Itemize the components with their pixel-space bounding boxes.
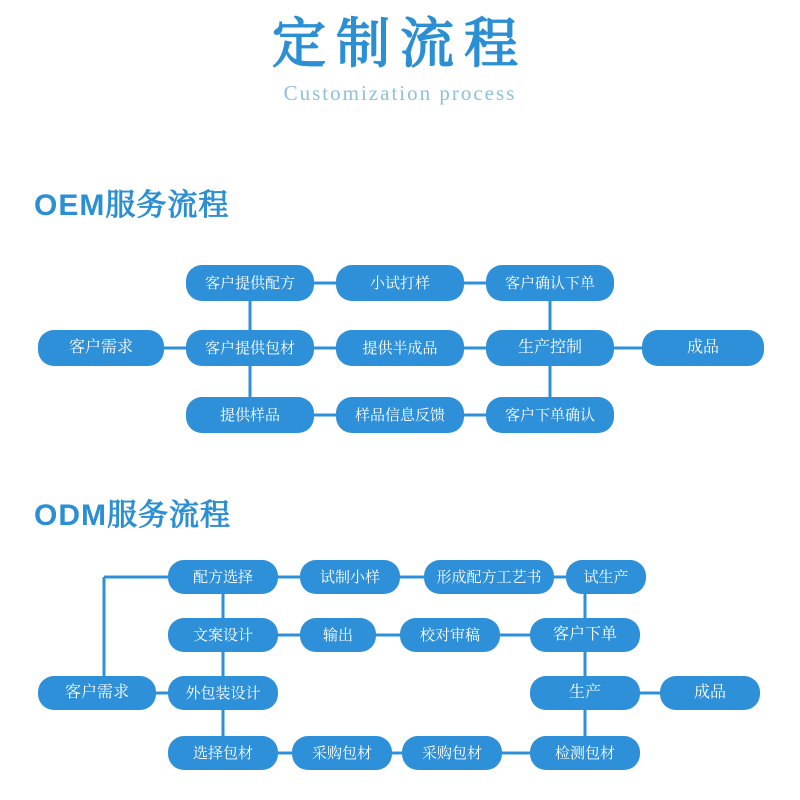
page-title: 定制流程	[272, 12, 528, 75]
section-heading-oem: OEM服务流程	[34, 189, 230, 222]
node-oem-5[interactable]: 提供半成品	[336, 330, 464, 366]
node-odm-0[interactable]: 客户需求	[38, 676, 156, 710]
node-odm-8[interactable]: 形成配方工艺书	[424, 560, 554, 594]
node-odm-6[interactable]: 输出	[300, 618, 376, 652]
node-oem-0[interactable]: 客户需求	[38, 330, 164, 366]
node-odm-12[interactable]: 客户下单	[530, 618, 640, 652]
node-odm-1[interactable]: 配方选择	[168, 560, 278, 594]
section-heading-odm: ODM服务流程	[34, 499, 231, 532]
node-odm-9[interactable]: 校对审稿	[400, 618, 500, 652]
node-odm-7[interactable]: 采购包材	[292, 736, 392, 770]
node-oem-4[interactable]: 小试打样	[336, 265, 464, 301]
page-subtitle: Customization process	[283, 81, 517, 106]
page-header	[0, 0, 800, 106]
node-odm-10[interactable]: 采购包材	[402, 736, 502, 770]
node-oem-2[interactable]: 客户提供包材	[186, 330, 314, 366]
node-oem-6[interactable]: 样品信息反馈	[336, 397, 464, 433]
node-oem-3[interactable]: 提供样品	[186, 397, 314, 433]
node-odm-14[interactable]: 检测包材	[530, 736, 640, 770]
node-oem-7[interactable]: 客户确认下单	[486, 265, 614, 301]
node-odm-5[interactable]: 试制小样	[300, 560, 400, 594]
node-oem-10[interactable]: 成品	[642, 330, 764, 366]
node-odm-13[interactable]: 生产	[530, 676, 640, 710]
node-odm-3[interactable]: 外包装设计	[168, 676, 278, 710]
node-odm-15[interactable]: 成品	[660, 676, 760, 710]
node-oem-1[interactable]: 客户提供配方	[186, 265, 314, 301]
node-odm-11[interactable]: 试生产	[566, 560, 646, 594]
node-odm-4[interactable]: 选择包材	[168, 736, 278, 770]
node-oem-8[interactable]: 生产控制	[486, 330, 614, 366]
node-odm-2[interactable]: 文案设计	[168, 618, 278, 652]
node-oem-9[interactable]: 客户下单确认	[486, 397, 614, 433]
